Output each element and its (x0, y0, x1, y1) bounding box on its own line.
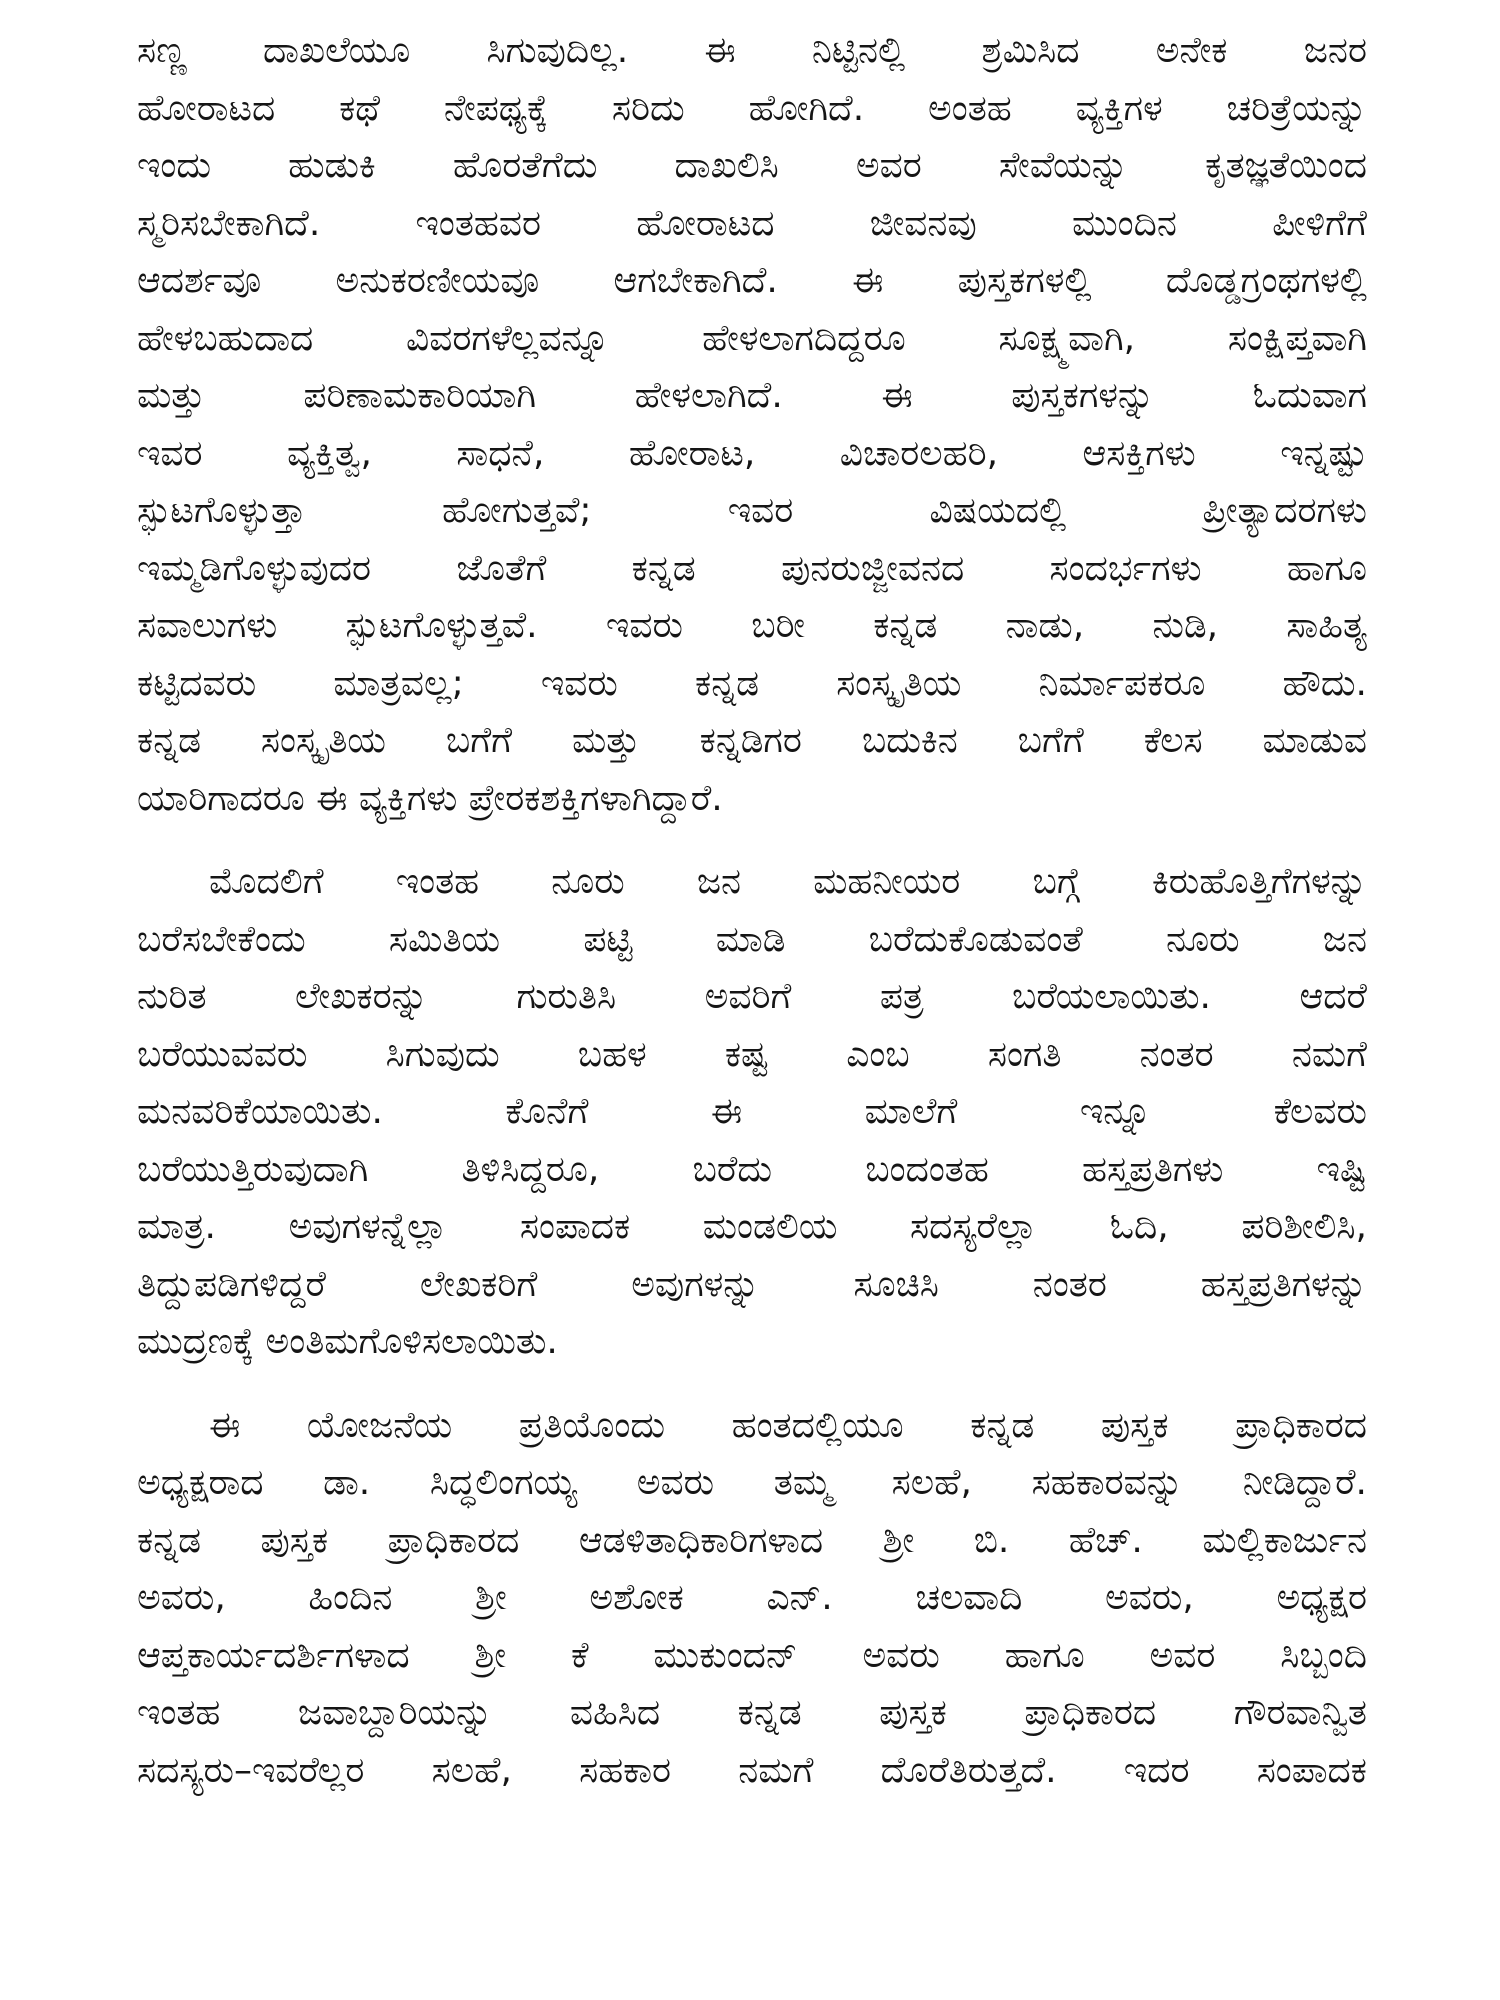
paragraph-2 (137, 853, 1367, 1371)
text-line: ಕನ್ನಡ ಸಂಸ್ಕೃತಿಯ ಬಗೆಗೆ ಮತ್ತು ಕನ್ನಡಿಗರ ಬದುಕಿನ ಬಗೆಗೆ ಕೆಲಸ ಮಾಡುವ (137, 720, 1367, 761)
text-line: ಮುದ್ರಣಕ್ಕೆ ಅಂತಿಮಗೊಳಿಸಲಾಯಿತು. (137, 1321, 558, 1362)
text-line: ಬರೆಸಬೇಕೆಂದು ಸಮಿತಿಯ ಪಟ್ಟಿ ಮಾಡಿ ಬರೆದುಕೊಡುವಂತೆ ನೂರು ಜನ (137, 918, 1367, 960)
text-line: ಇಂತಹ ಜವಾಬ್ದಾರಿಯನ್ನು ವಹಿಸಿದ ಕನ್ನಡ ಪುಸ್ತಕ ಪ್ರಾಧಿಕಾರದ ಗೌರವಾನ್ವಿತ (137, 1692, 1367, 1733)
text-line: ಅಧ್ಯಕ್ಷರಾದ ಡಾ. ಸಿದ್ಧಲಿಂಗಯ್ಯ ಅವರು ತಮ್ಮ ಸಲಹೆ, ಸಹಕಾರವನ್ನು ನೀಡಿದ್ದಾರೆ. (137, 1462, 1367, 1503)
text-line: ಇಂದು ಹುಡುಕಿ ಹೊರತೆಗೆದು ದಾಖಲಿಸಿ ಅವರ ಸೇವೆಯನ್ನು ಕೃತಜ್ಞತೆಯಿಂದ (137, 145, 1367, 186)
text-line: ಹೇಳಬಹುದಾದ ವಿವರಗಳೆಲ್ಲವನ್ನೂ ಹೇಳಲಾಗದಿದ್ದರೂ ಸೂಕ್ಷ್ಮವಾಗಿ, ಸಂಕ್ಷಿಪ್ತವಾಗಿ (137, 317, 1367, 359)
text-line: ಸ್ಮರಿಸಬೇಕಾಗಿದೆ. ಇಂತಹವರ ಹೋರಾಟದ ಜೀವನವು ಮುಂದಿನ ಪೀಳಿಗೆಗೆ (137, 202, 1367, 244)
text-line: ಕಟ್ಟಿದವರು ಮಾತ್ರವಲ್ಲ; ಇವರು ಕನ್ನಡ ಸಂಸ್ಕೃತಿಯ ನಿರ್ಮಾಪಕರೂ ಹೌದು. (137, 662, 1367, 704)
text-line: ಮತ್ತು ಪರಿಣಾಮಕಾರಿಯಾಗಿ ಹೇಳಲಾಗಿದೆ. ಈ ಪುಸ್ತಕಗಳನ್ನು ಓದುವಾಗ (137, 375, 1367, 416)
text-line: ಮಾತ್ರ. ಅವುಗಳನ್ನೆಲ್ಲಾ ಸಂಪಾದಕ ಮಂಡಲಿಯ ಸದಸ್ಯರೆಲ್ಲಾ ಓದಿ, ಪರಿಶೀಲಿಸಿ, (137, 1206, 1367, 1247)
text-line: ಕನ್ನಡ ಪುಸ್ತಕ ಪ್ರಾಧಿಕಾರದ ಆಡಳಿತಾಧಿಕಾರಿಗಳಾದ ಶ್ರೀ ಬಿ. ಹೆಚ್. ಮಲ್ಲಿಕಾರ್ಜುನ (137, 1519, 1367, 1561)
text-line: ಸಣ್ಣ ದಾಖಲೆಯೂ ಸಿಗುವುದಿಲ್ಲ. ಈ ನಿಟ್ಟಿನಲ್ಲಿ ಶ್ರಮಿಸಿದ ಅನೇಕ ಜನರ (137, 30, 1367, 71)
text-line: ಬರೆಯುವವರು ಸಿಗುವುದು ಬಹಳ ಕಷ್ಟ ಎಂಬ ಸಂಗತಿ ನಂತರ ನಮಗೆ (137, 1033, 1367, 1075)
text-line: ತಿದ್ದುಪಡಿಗಳಿದ್ದರೆ ಲೇಖಕರಿಗೆ ಅವುಗಳನ್ನು ಸೂಚಿಸಿ ನಂತರ ಹಸ್ತಪ್ರತಿಗಳನ್ನು (137, 1263, 1367, 1305)
text-line: ಯಾರಿಗಾದರೂ ಈ ವ್ಯಕ್ತಿಗಳು ಪ್ರೇರಕಶಕ್ತಿಗಳಾಗಿದ್ದಾರೆ. (137, 777, 723, 819)
paragraph-3 (137, 1397, 1367, 1800)
text-line: ಈ ಯೋಜನೆಯ ಪ್ರತಿಯೊಂದು ಹಂತದಲ್ಲಿಯೂ ಕನ್ನಡ ಪುಸ್ತಕ ಪ್ರಾಧಿಕಾರದ (209, 1404, 1367, 1446)
text-line: ಮೊದಲಿಗೆ ಇಂತಹ ನೂರು ಜನ ಮಹನೀಯರ ಬಗ್ಗೆ ಕಿರುಹೊತ್ತಿಗೆಗಳನ್ನು (209, 861, 1367, 902)
text-line: ಆಪ್ತಕಾರ್ಯದರ್ಶಿಗಳಾದ ಶ್ರೀ ಕೆ ಮುಕುಂದನ್ ಅವರು ಹಾಗೂ ಅವರ ಸಿಬ್ಬಂದಿ (137, 1634, 1367, 1676)
paragraph-1 (137, 22, 1367, 827)
text-line: ಅವರು, ಹಿಂದಿನ ಶ್ರೀ ಅಶೋಕ ಎನ್. ಚಲವಾದಿ ಅವರು, ಅಧ್ಯಕ್ಷರ (137, 1577, 1367, 1618)
text-line: ಸ್ಫುಟಗೊಳ್ಳುತ್ತಾ ಹೋಗುತ್ತವೆ; ಇವರ ವಿಷಯದಲ್ಲಿ ಪ್ರೀತ್ಯಾದರಗಳು (137, 490, 1367, 531)
text-line: ನುರಿತ ಲೇಖಕರನ್ನು ಗುರುತಿಸಿ ಅವರಿಗೆ ಪತ್ರ ಬರೆಯಲಾಯಿತು. ಆದರೆ (137, 976, 1367, 1017)
text-line: ಸದಸ್ಯರು–ಇವರೆಲ್ಲರ ಸಲಹೆ, ಸಹಕಾರ ನಮಗೆ ದೊರೆತಿರುತ್ತದೆ. ಇದರ ಸಂಪಾದಕ (137, 1749, 1367, 1791)
text-line: ಸವಾಲುಗಳು ಸ್ಫುಟಗೊಳ್ಳುತ್ತವೆ. ಇವರು ಬರೀ ಕನ್ನಡ ನಾಡು, ನುಡಿ, ಸಾಹಿತ್ಯ (137, 605, 1367, 646)
text-line: ಇಮ್ಮಡಿಗೊಳ್ಳುವುದರ ಜೊತೆಗೆ ಕನ್ನಡ ಪುನರುಜ್ಜೀವನದ ಸಂದರ್ಭಗಳು ಹಾಗೂ (137, 547, 1367, 589)
text-line: ಬರೆಯುತ್ತಿರುವುದಾಗಿ ತಿಳಿಸಿದ್ದರೂ, ಬರೆದು ಬಂದಂತಹ ಹಸ್ತಪ್ರತಿಗಳು ಇಷ್ಟಿ (137, 1148, 1367, 1190)
body-text (137, 22, 1367, 1799)
text-line: ಇವರ ವ್ಯಕ್ತಿತ್ವ, ಸಾಧನೆ, ಹೋರಾಟ, ವಿಚಾರಲಹರಿ, ಆಸಕ್ತಿಗಳು ಇನ್ನಷ್ಟು (137, 432, 1367, 474)
text-line: ಹೋರಾಟದ ಕಥೆ ನೇಪಥ್ಯಕ್ಕೆ ಸರಿದು ಹೋಗಿದೆ. ಅಂತಹ ವ್ಯಕ್ತಿಗಳ ಚರಿತ್ರೆಯನ್ನು (137, 87, 1367, 129)
text-line: ಮನವರಿಕೆಯಾಯಿತು. ಕೊನೆಗೆ ಈ ಮಾಲೆಗೆ ಇನ್ನೂ ಕೆಲವರು (137, 1091, 1367, 1132)
text-line: ಆದರ್ಶವೂ ಅನುಕರಣೀಯವೂ ಆಗಬೇಕಾಗಿದೆ. ಈ ಪುಸ್ತಕಗಳಲ್ಲಿ ದೊಡ್ಡಗ್ರಂಥಗಳಲ್ಲಿ (137, 260, 1367, 301)
